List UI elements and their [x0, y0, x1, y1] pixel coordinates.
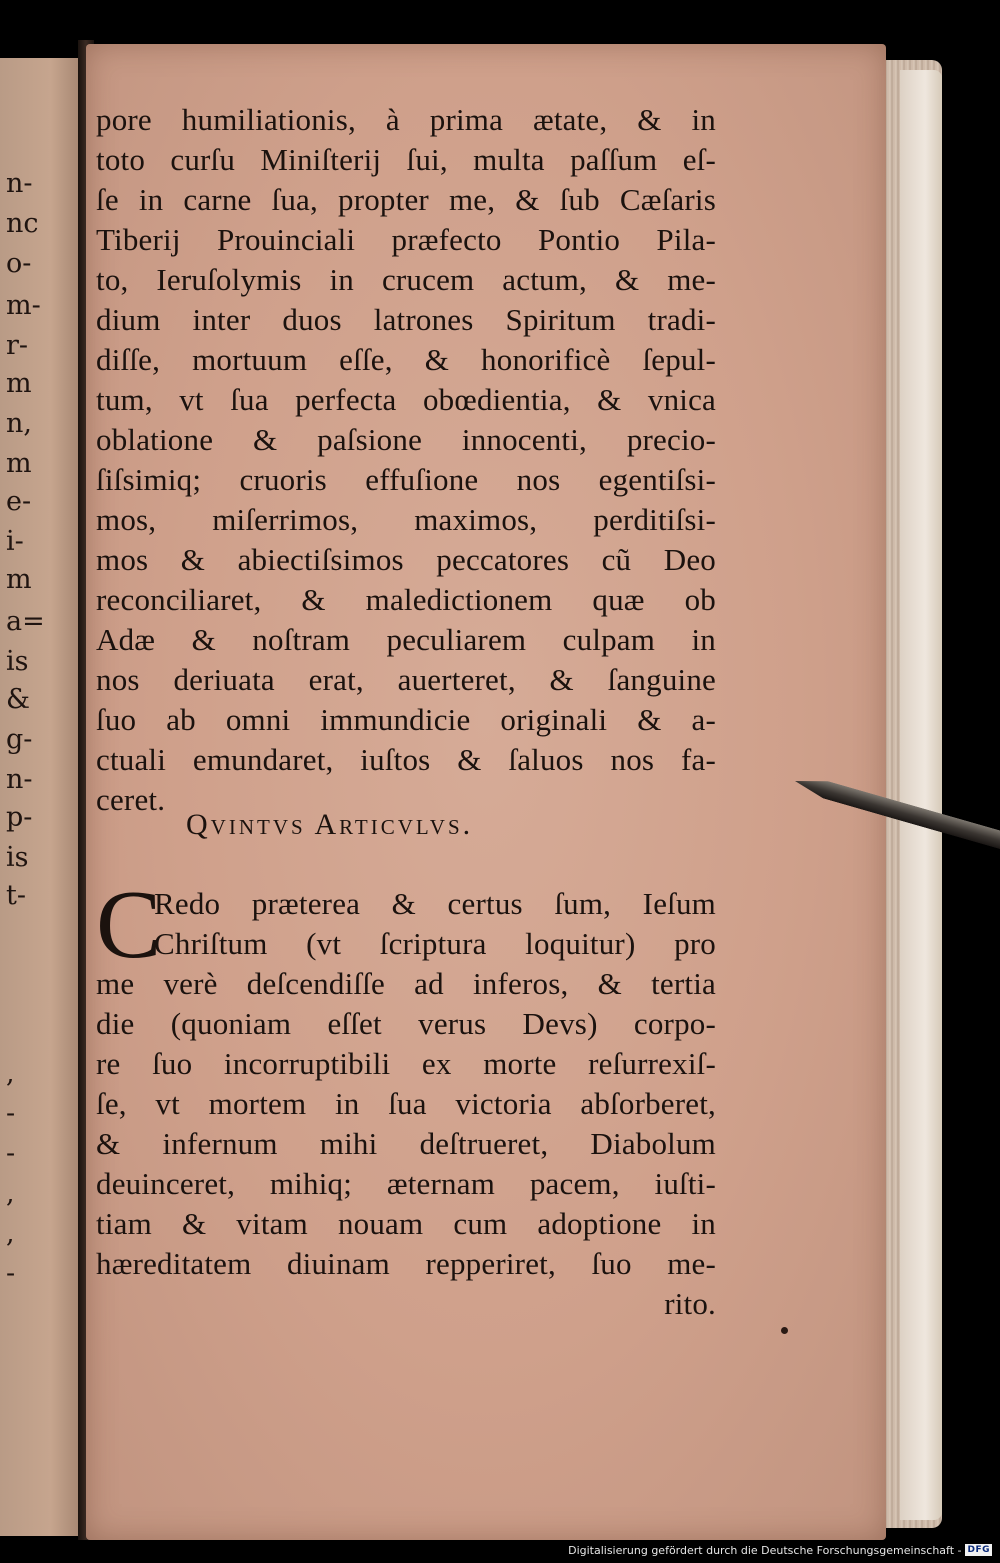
ink-dot	[781, 1327, 788, 1334]
left-page-fragment: e-	[6, 486, 32, 517]
left-page-fragment: m	[6, 368, 32, 399]
left-page-fragment: m-	[6, 290, 41, 321]
text-line: pore humiliationis, à prima ætate, & in	[96, 102, 716, 137]
text-line: oblatione & paſsione innocenti, precio-	[96, 422, 716, 457]
dfg-logo-icon: DFG	[967, 1545, 990, 1555]
text-line: Chriſtum (vt ſcriptura loquitur) pro	[154, 926, 716, 961]
footer-text: Digitalisierung gefördert durch die Deutsche Forschungsgemeinschaft -	[568, 1543, 962, 1557]
left-page-fragment: m	[6, 564, 32, 595]
left-page-fragment: g-	[6, 724, 33, 755]
text-line: ceret.	[96, 782, 166, 817]
left-page-fragment: o-	[6, 248, 32, 279]
left-page-fragment: -	[6, 1138, 16, 1169]
text-line: ſe in carne ſua, propter me, & ſub Cæſaris	[96, 182, 716, 217]
left-page-fragment: -	[6, 1258, 16, 1289]
text-line: ſe, vt mortem in ſua victoria abſorberet,	[96, 1086, 716, 1121]
text-line: die (quoniam eſſet verus Devs) corpo-	[96, 1006, 716, 1041]
body-text	[96, 100, 716, 820]
text-line: deuinceret, mihiq; æternam pacem, iuſti-	[96, 1166, 716, 1201]
left-page-fragment: n,	[6, 408, 32, 439]
left-page-fragment: ,	[6, 1218, 15, 1249]
text-line: nos deriuata erat, auerteret, & ſanguine	[96, 662, 716, 697]
text-line: mos, miſerrimos, maximos, perditiſsi-	[96, 502, 716, 537]
text-line: re ſuo incorruptibili ex morte reſurrexiſ-	[96, 1046, 716, 1081]
text-line: me verè deſcendiſſe ad inferos, & tertia	[96, 966, 716, 1001]
left-page-fragment: nc	[6, 208, 39, 239]
text-line: Adæ & noſtram peculiarem culpam in	[96, 622, 716, 657]
left-page-fragment: is	[6, 842, 29, 873]
left-page-fragment: p-	[6, 802, 33, 833]
text-line: rito.	[664, 1286, 716, 1321]
left-page-fragment: i-	[6, 526, 24, 557]
text-line: ſiſsimiq; cruoris effuſione nos egentiſsi-	[96, 462, 716, 497]
left-page-fragment: is	[6, 646, 29, 677]
page-edge-highlight	[900, 70, 942, 1520]
article-heading: Qvintvs Articvlvs.	[186, 808, 474, 841]
text-line: Redo præterea & certus ſum, Ieſum	[154, 886, 716, 921]
text-line: toto curſu Miniſterij ſui, multa paſſum eſ-	[96, 142, 716, 177]
text-line: diſſe, mortuum eſſe, & honorificè ſepul-	[96, 342, 716, 377]
text-line: mos & abiectiſsimos peccatores cũ Deo	[96, 542, 716, 577]
text-line: & infernum mihi deſtrueret, Diabolum	[96, 1126, 716, 1161]
previous-page-strip	[0, 58, 84, 1536]
text-line: tiam & vitam nouam cum adoptione in	[96, 1206, 716, 1241]
left-page-fragment: m	[6, 448, 32, 479]
text-line: tum, vt ſua perfecta obœdientia, & vnica	[96, 382, 716, 417]
left-page-fragment: a=	[6, 606, 45, 637]
left-page-fragment: r-	[6, 330, 29, 361]
text-line: dium inter duos latrones Spiritum tradi-	[96, 302, 716, 337]
text-line: ctuali emundaret, iuſtos & ſaluos nos fa-	[96, 742, 716, 777]
left-page-fragment: ,	[6, 1178, 15, 1209]
footer-credit	[568, 1541, 992, 1559]
left-page-fragment: n-	[6, 168, 33, 199]
text-line: reconciliaret, & maledictionem quæ ob	[96, 582, 716, 617]
text-line: ſuo ab omni immundicie originali & a-	[96, 702, 716, 737]
left-page-fragment: ,	[6, 1058, 15, 1089]
text-line: hæreditatem diuinam repperiret, ſuo me-	[96, 1246, 716, 1281]
text-line: to, Ieruſolymis in crucem actum, & me-	[96, 262, 716, 297]
left-page-fragment: -	[6, 1098, 16, 1129]
left-page-fragment: n-	[6, 764, 33, 795]
article-text	[96, 871, 716, 1324]
drop-capital: C	[96, 871, 162, 979]
left-page-fragment: &	[6, 684, 31, 715]
text-line: Tiberij Prouinciali præfecto Pontio Pila-	[96, 222, 716, 257]
left-page-fragment: t-	[6, 880, 26, 911]
